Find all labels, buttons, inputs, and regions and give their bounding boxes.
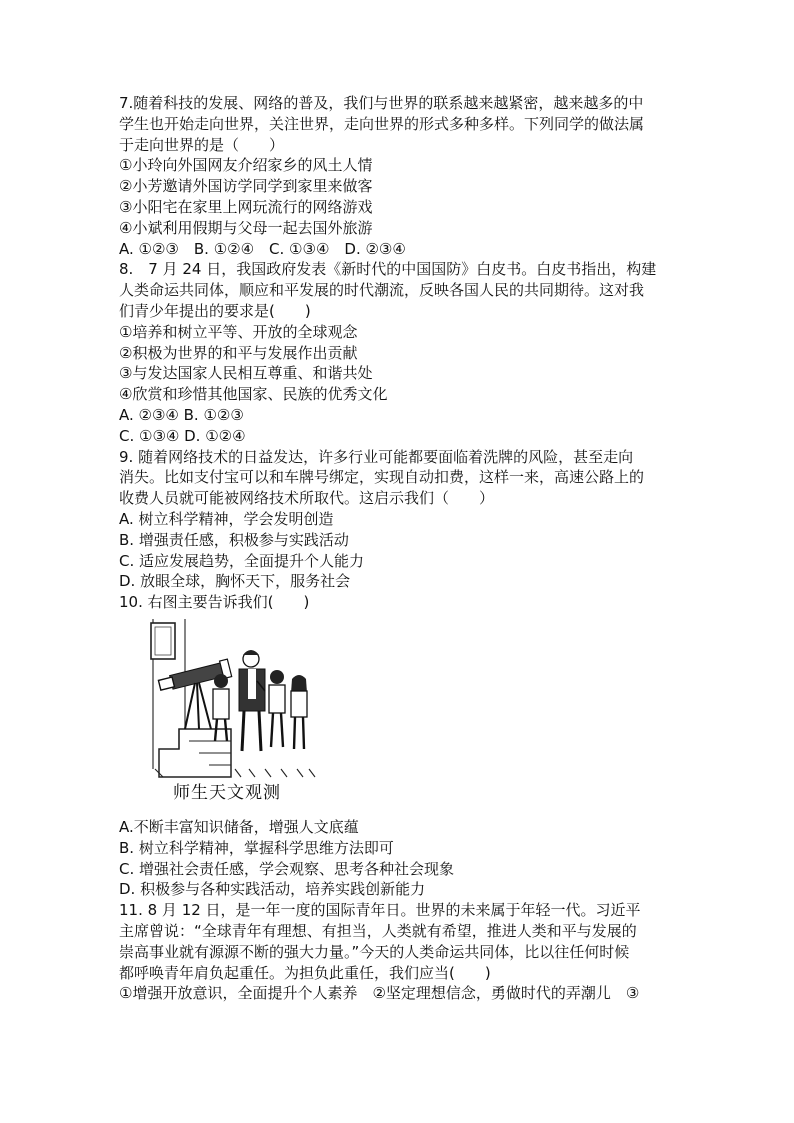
question-9-stem-line: 收费人员就可能被网络技术所取代。这启示我们（ ）: [119, 489, 495, 508]
question-8-item: ①培养和树立平等、开放的全球观念: [119, 322, 358, 341]
question-9-option: A. 树立科学精神，学会发明创造: [119, 509, 334, 528]
question-8-choices: A. ②③④ B. ①②③: [119, 405, 244, 424]
question-8-item: ②积极为世界的和平与发展作出贡献: [119, 343, 358, 362]
question-7-item: ③小阳宅在家里上网玩流行的网络游戏: [119, 197, 373, 216]
figure-caption: 师生天文观测: [173, 782, 281, 803]
question-11-stem-line: 都呼唤青年肩负起重任。为担负此重任，我们应当( ): [119, 963, 491, 982]
question-11: [119, 900, 679, 1004]
question-10-option: C. 增强社会责任感，学会观察、思考各种社会现象: [119, 859, 455, 878]
question-content: [119, 93, 679, 1004]
question-9-option: B. 增强责任感，积极参与实践活动: [119, 530, 349, 549]
question-8-item: ④欣赏和珍惜其他国家、民族的优秀文化: [119, 385, 388, 404]
question-9-option: C. 适应发展趋势，全面提升个人能力: [119, 551, 365, 570]
question-11-stem-line: 主席曾说：“全球青年有理想、有担当，人类就有希望，推进人类和平与发展的: [119, 921, 637, 940]
question-7-stem-line: 于走向世界的是（ ）: [119, 135, 285, 154]
teacher-students-telescope-drawing: [149, 619, 329, 779]
question-8-stem-line: 8. 7 月 24 日，我国政府发表《新时代的中国国防》白皮书。白皮书指出，构建: [119, 260, 657, 279]
question-11-stem-line: 11. 8 月 12 日，是一年一度的国际青年日。世界的未来属于年轻一代。习近平: [119, 901, 641, 920]
question-7-item: ①小玲向外国网友介绍家乡的风土人情: [119, 156, 373, 175]
question-7-stem-line: 7.随着科技的发展、网络的普及，我们与世界的联系越来越紧密，越来越多的中: [119, 94, 644, 112]
question-10-option: D. 积极参与各种实践活动，培养实践创新能力: [119, 880, 426, 899]
question-10-option: A.不断丰富知识储备，增强人文底蕴: [119, 817, 359, 836]
question-9-stem-line: 9. 随着网络技术的日益发达，许多行业可能都要面临着洗牌的风险，甚至走向: [119, 447, 634, 466]
question-7-stem-line: 学生也开始走向世界，关注世界，走向世界的形式多种多样。下列同学的做法属: [119, 114, 645, 133]
question-8-stem-line: 们青少年提出的要求是( ): [119, 301, 311, 320]
question-7-choices: A. ①②③ B. ①②④ C. ①③④ D. ②③④: [119, 239, 406, 258]
question-10: [119, 592, 679, 900]
question-11-stem-line: ①增强开放意识，全面提升个人素养 ②坚定理想信念，勇做时代的弄潮儿 ③: [119, 984, 640, 1003]
question-7-item: ④小斌利用假期与父母一起去国外旅游: [119, 218, 373, 237]
question-8-choices: C. ①③④ D. ①②④: [119, 426, 246, 445]
question-8-stem-line: 人类命运共同体，顺应和平发展的时代潮流，反映各国人民的共同期待。这对我: [119, 281, 645, 300]
question-11-stem-line: 崇高事业就有源源不断的强大力量。”今天的人类命运共同体，比以往任何时候: [119, 942, 630, 961]
question-8-item: ③与发达国家人民相互尊重、和谐共处: [119, 364, 373, 383]
question-9-stem-line: 消失。比如支付宝可以和车牌号绑定，实现自动扣费，这样一来，高速公路上的: [119, 468, 645, 487]
question-9: [119, 447, 679, 593]
astronomy-illustration: [119, 617, 679, 817]
question-10-stem: 10. 右图主要告诉我们( ): [119, 593, 310, 612]
question-7: [119, 93, 679, 259]
question-9-option: D. 放眼全球，胸怀天下，服务社会: [119, 572, 351, 591]
question-10-option: B. 树立科学精神，掌握科学思维方法即可: [119, 838, 394, 857]
question-8: [119, 259, 679, 446]
question-7-item: ②小芳邀请外国访学同学到家里来做客: [119, 177, 373, 196]
